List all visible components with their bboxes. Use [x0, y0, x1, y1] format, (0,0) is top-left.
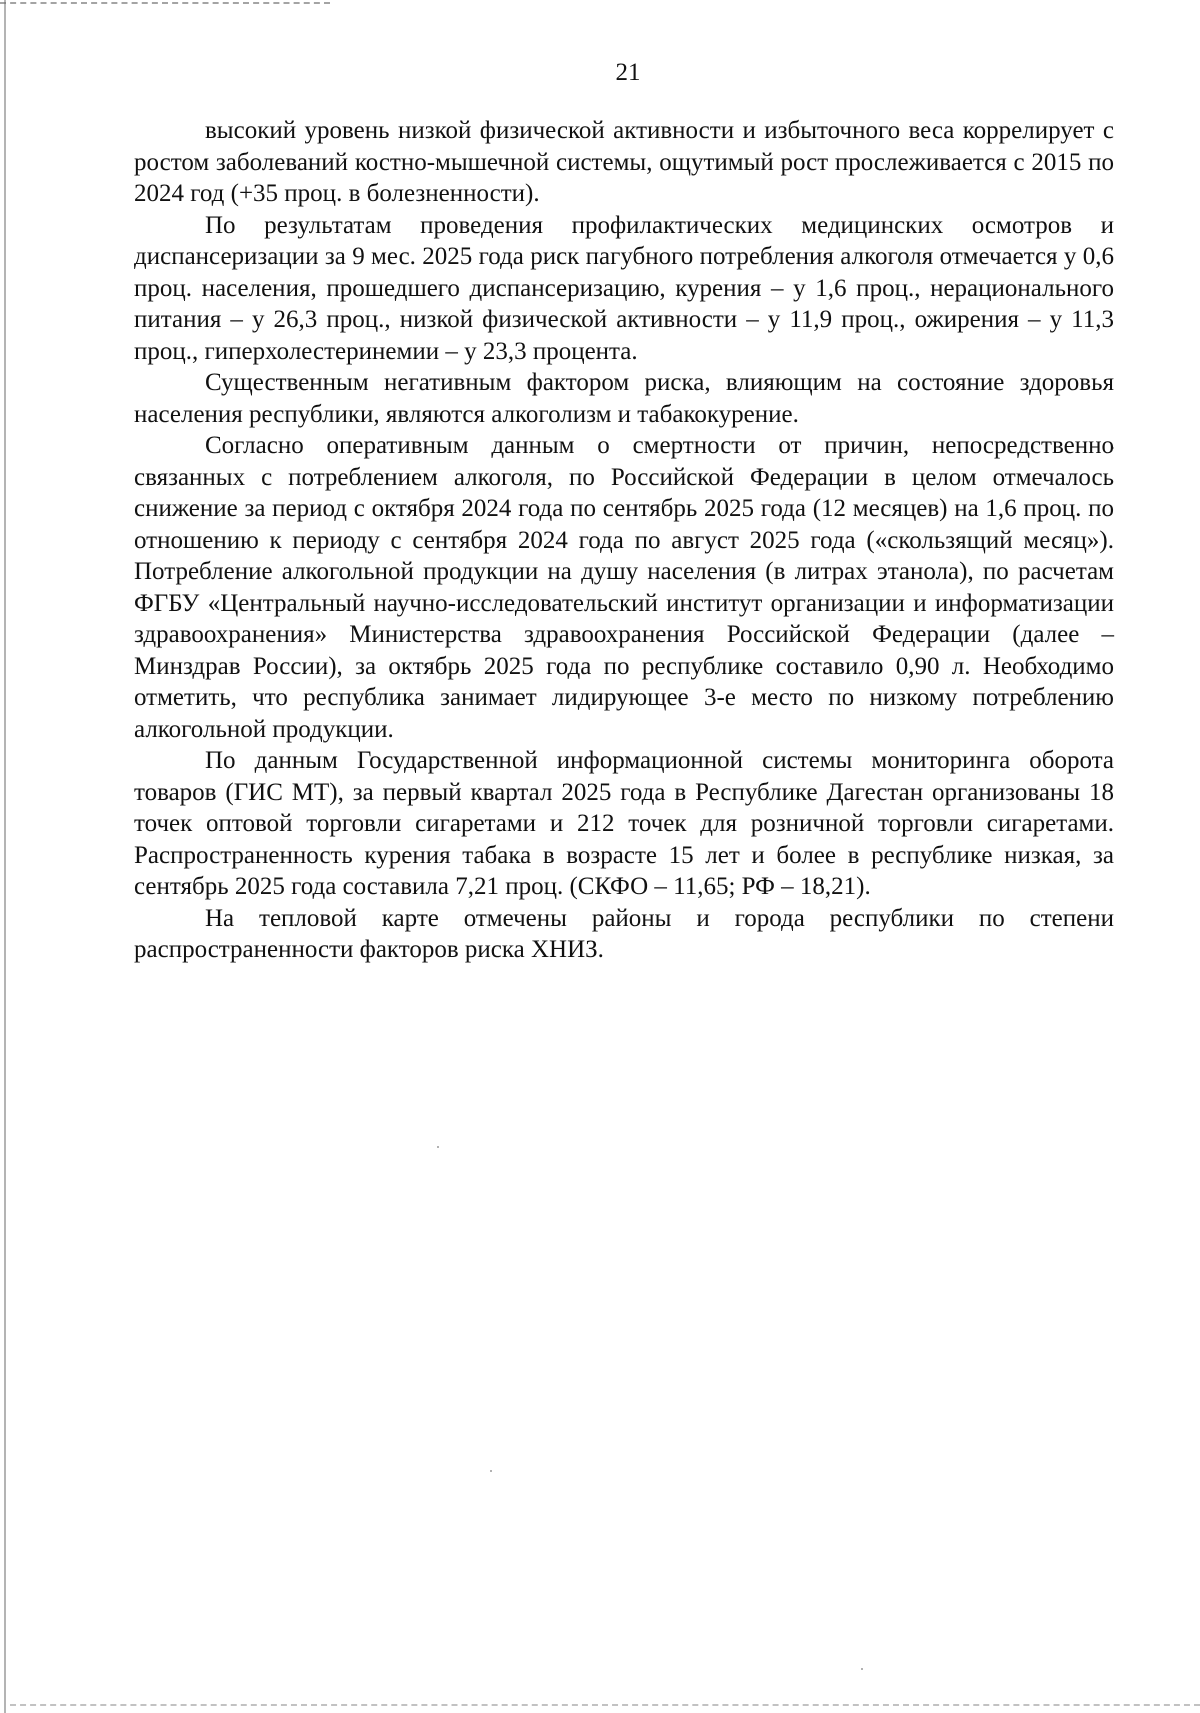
- paragraph-screening-results: По результатам проведения профилактических медицинских осмотров и диспансеризации за 9 мес. 2025 года риск пагубного потребления алкоголя отмечается у 0,6 проц. населения, прошедшего диспансеризацию, курения – у 1,6 проц., нерационального питания – у 26,3 проц., низкой физической активности – у 11,9 проц., ожирения – у 11,3 проц., гиперхолестеринемии – у 23,3 процента.: [134, 211, 1114, 365]
- scan-speck: [490, 1470, 492, 1472]
- scan-speck: [437, 1146, 439, 1148]
- scan-edge-left: [4, 0, 6, 1713]
- paragraph-tobacco-trade: По данным Государственной информационной системы мониторинга оборота товаров (ГИС МТ), за первый квартал 2025 года в Республике Дагестан организованы 18 точек оптовой торговли сигаретами и 212 точек для розничной торговли сигаретами. Распространенность курения табака в возрасте 15 лет и более в республике низкая, за сентябрь 2025 года составила 7,21 проц. (СКФО – 11,65; РФ – 18,21).: [134, 747, 1114, 900]
- paragraph-alcohol-mortality: Согласно оперативным данным о смертности от причин, непосредственно связанных с потреблением алкоголя, по Российской Федерации в целом отмечалось снижение за период с октября 2024 года по сентябрь 2025 года (12 месяцев) на 1,6 проц. по отношению к периоду с сентября 2024 года по август 2025 года («скользящий месяц»). Потребление алкогольной продукции на душу населения (в литрах этанола), по расчетам ФГБУ «Центральный научно-исследовательский институт организации и информатизации здравоохранения» Министерства здравоохранения Российской Федерации (далее – Минздрав России), за октябрь 2025 года по республике составило 0,90 л. Необходимо отметить, что республика занимает лидирующее 3-е место по низкому потреблению алкогольной продукции.: [134, 432, 1114, 743]
- paragraph-continuation: высокий уровень низкой физической активности и избыточного веса коррелирует с ростом заболеваний костно-мышечной системы, ощутимый рост прослеживается с 2015 по 2024 год (+35 проц. в болезненности).: [134, 117, 1114, 207]
- scan-edge-bottom: [10, 1704, 1200, 1706]
- paragraph-risk-factors: Существенным негативным фактором риска, влияющим на состояние здоровья населения республики, являются алкоголизм и табакокурение.: [134, 369, 1114, 428]
- document-body: [134, 115, 1114, 966]
- scan-edge-top: [0, 2, 330, 4]
- scan-speck: [861, 1668, 863, 1670]
- page-number: 21: [615, 59, 641, 86]
- paragraph-heat-map: На тепловой карте отмечены районы и города республики по степени распространенности факторов риска ХНИЗ.: [134, 904, 1114, 963]
